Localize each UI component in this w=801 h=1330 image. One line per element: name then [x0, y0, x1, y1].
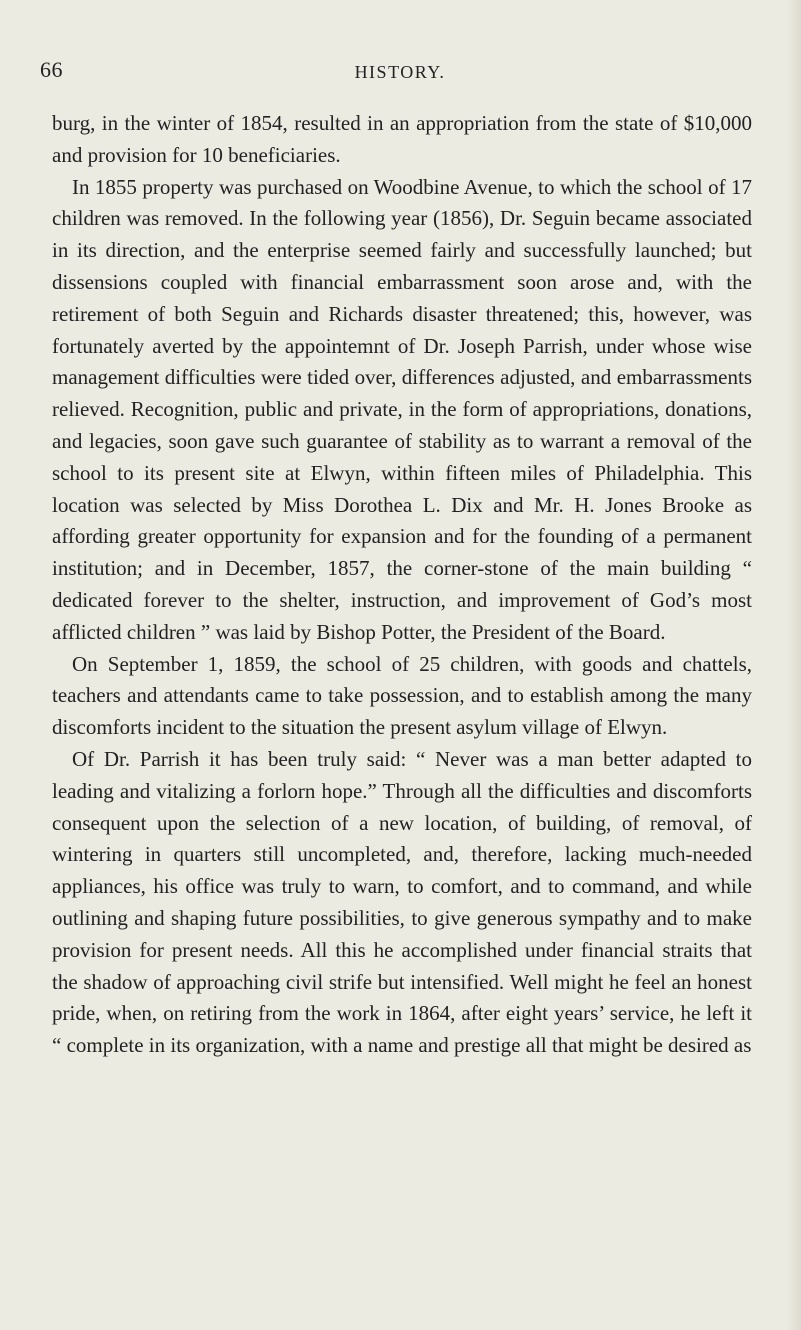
paragraph: On September 1, 1859, the school of 25 children, with goods and chattels, teachers and attendants came to take possession, and to establish among the many discomforts incident to the situation the present asylum village of Elwyn. — [52, 651, 752, 740]
body-text — [52, 108, 752, 1062]
paragraph-continued: burg, in the winter of 1854, resulted in an appropriation from the state of $10,000 and provision for 10 beneficiaries. — [52, 111, 752, 167]
page-number: 66 — [40, 57, 63, 82]
paragraph: In 1855 property was purchased on Woodbine Avenue, to which the school of 17 children was removed. In the following year (1856), Dr. Seguin became associated in its direction, and the enterprise seemed fairly and successfully launched; but dissensions coupled with financial embarrassment soon arose and, with the retirement of both Seguin and Richards disaster threatened; this, however, was fortunately averted by the appointemnt of Dr. Joseph Parrish, under whose wise management difficulties were tided over, differences adjusted, and embarrassments relieved. Recognition, public and private, in the form of appropriations, donations, and legacies, soon gave such guarantee of stability as to warrant a removal of the school to its present site at Elwyn, within fifteen miles of Philadelphia. This location was selected by Miss Dorothea L. Dix and Mr. H. Jones Brooke as affording greater opportunity for expansion and for the founding of a permanent institution; and in December, 1857, the corner-stone of the main building “ dedicated forever to the shelter, instruction, and improvement of God’s most afflicted children ” was laid by Bishop Potter, the President of the Board. — [52, 174, 752, 644]
running-title: HISTORY. — [354, 62, 446, 82]
running-head — [40, 56, 760, 90]
page-edge-shadow — [787, 0, 801, 1330]
paragraph: Of Dr. Parrish it has been truly said: “ Never was a man better adapted to leading and vitalizing a forlorn hope.” Through all the difficulties and discomforts consequent upon the selection of a new location, of building, of removal, of wintering in quarters still uncompleted, and, therefore, lacking much-needed appliances, his office was truly to warn, to comfort, and to command, and while outlining and shaping future possibilities, to give generous sympathy and to make provision for present needs. All this he accomplished under financial straits that the shadow of approaching civil strife but intensified. Well might he feel an honest pride, when, on retiring from the work in 1864, after eight years’ service, he left it “ complete in its organization, with a name and prestige all that might be desired as — [52, 746, 752, 1058]
